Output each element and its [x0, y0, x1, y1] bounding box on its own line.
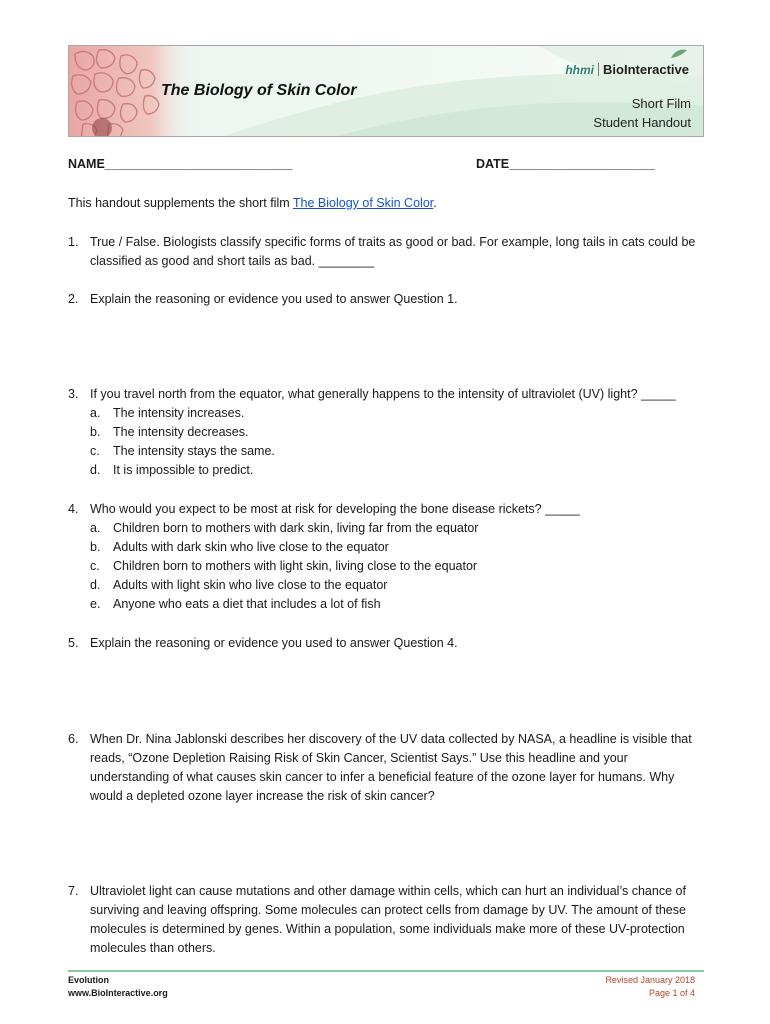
- footer-revised: Revised January 2018: [605, 975, 695, 985]
- option-text: The intensity stays the same.: [113, 444, 275, 458]
- option-text: Anyone who eats a diet that includes a lot of fish: [113, 597, 381, 611]
- answer-option: [90, 576, 708, 595]
- answer-options: [90, 519, 708, 614]
- question-1: [68, 233, 708, 271]
- option-letter: d.: [90, 463, 101, 477]
- question-text: Explain the reasoning or evidence you used to answer Question 4.: [90, 636, 458, 650]
- brand-name: BioInteractive: [603, 62, 689, 77]
- option-letter: c.: [90, 444, 100, 458]
- footer-right: [605, 974, 695, 1000]
- option-text: Children born to mothers with dark skin, living far from the equator: [113, 521, 479, 535]
- option-text: The intensity increases.: [113, 406, 245, 420]
- question-number: 3.: [68, 387, 79, 401]
- answer-option: [90, 423, 708, 442]
- handout-type-line1: Short Film: [631, 96, 691, 111]
- option-text: Adults with dark skin who live close to the equator: [113, 540, 389, 554]
- handout-type-line2: Student Handout: [593, 115, 691, 130]
- question-5: [68, 634, 708, 653]
- footer-website: www.BioInteractive.org: [68, 988, 168, 998]
- question-7: [68, 882, 708, 958]
- question-number: 4.: [68, 502, 79, 516]
- question-number: 6.: [68, 732, 79, 746]
- footer-page-number: Page 1 of 4: [648, 988, 695, 998]
- date-field[interactable]: DATE_____________________: [476, 157, 656, 171]
- option-text: Children born to mothers with light skin, living close to the equator: [113, 559, 478, 573]
- option-letter: b.: [90, 540, 101, 554]
- question-2: [68, 290, 708, 309]
- question-number: 5.: [68, 636, 79, 650]
- banner-title: The Biology of Skin Color: [161, 82, 357, 99]
- option-text: It is impossible to predict.: [113, 463, 254, 477]
- name-field[interactable]: NAME___________________________: [68, 157, 293, 171]
- option-letter: e.: [90, 597, 101, 611]
- intro-end: .: [433, 196, 437, 210]
- answer-option: [90, 461, 708, 480]
- footer-section: Evolution: [68, 975, 109, 985]
- option-letter: a.: [90, 406, 101, 420]
- answer-option: [90, 519, 708, 538]
- answer-options: [90, 404, 708, 480]
- answer-option: [90, 557, 708, 576]
- question-text: Explain the reasoning or evidence you used to answer Question 1.: [90, 292, 458, 306]
- question-6: [68, 730, 708, 806]
- intro-text: This handout supplements the short film: [68, 196, 293, 210]
- answer-option: [90, 595, 708, 614]
- option-letter: b.: [90, 425, 101, 439]
- option-text: Adults with light skin who live close to the equator: [113, 578, 388, 592]
- intro-paragraph: [68, 196, 437, 210]
- question-text: Who would you expect to be most at risk for developing the bone disease rickets? _____: [90, 502, 580, 516]
- question-text: If you travel north from the equator, what generally happens to the intensity of ultraviolet (UV) light? _____: [90, 387, 676, 401]
- film-link[interactable]: The Biology of Skin Color: [292, 196, 434, 210]
- option-letter: c.: [90, 559, 100, 573]
- header-banner: [68, 45, 704, 137]
- question-4: [68, 500, 708, 614]
- question-text: True / False. Biologists classify specific forms of traits as good or bad. For example, long tails in cats could be classified as good and short tails as bad. ________: [90, 235, 696, 268]
- question-number: 1.: [68, 235, 79, 249]
- question-text: When Dr. Nina Jablonski describes her discovery of the UV data collected by NASA, a headline is visible that reads, “Ozone Depletion Raising Risk of Skin Cancer, Scientist Says.” Use this headline and your understanding of what causes skin cancer to infer a beneficial feature of the ozone layer for humans. Why would a depleted ozone layer increase the risk of skin cancer?: [90, 732, 692, 803]
- option-letter: d.: [90, 578, 101, 592]
- footer-divider: [68, 970, 704, 972]
- brand-hhmi: hhmi: [565, 62, 595, 77]
- option-text: The intensity decreases.: [113, 425, 249, 439]
- question-3: [68, 385, 708, 480]
- question-text: Ultraviolet light can cause mutations and other damage within cells, which can hurt an individual’s chance of surviving and leaving offspring. Some molecules can protect cells from damage by UV. The amount of these molecules is determined by genes. Within a population, some individuals make more of these UV-protection molecules than others.: [90, 884, 686, 955]
- brand-divider: [598, 63, 599, 76]
- answer-option: [90, 442, 708, 461]
- question-number: 7.: [68, 884, 79, 898]
- leaf-logo-icon: [669, 48, 689, 60]
- answer-option: [90, 404, 708, 423]
- question-number: 2.: [68, 292, 79, 306]
- brand-logo: [565, 62, 689, 77]
- handout-type: [593, 94, 691, 132]
- footer-left: [68, 974, 168, 1000]
- answer-option: [90, 538, 708, 557]
- option-letter: a.: [90, 521, 101, 535]
